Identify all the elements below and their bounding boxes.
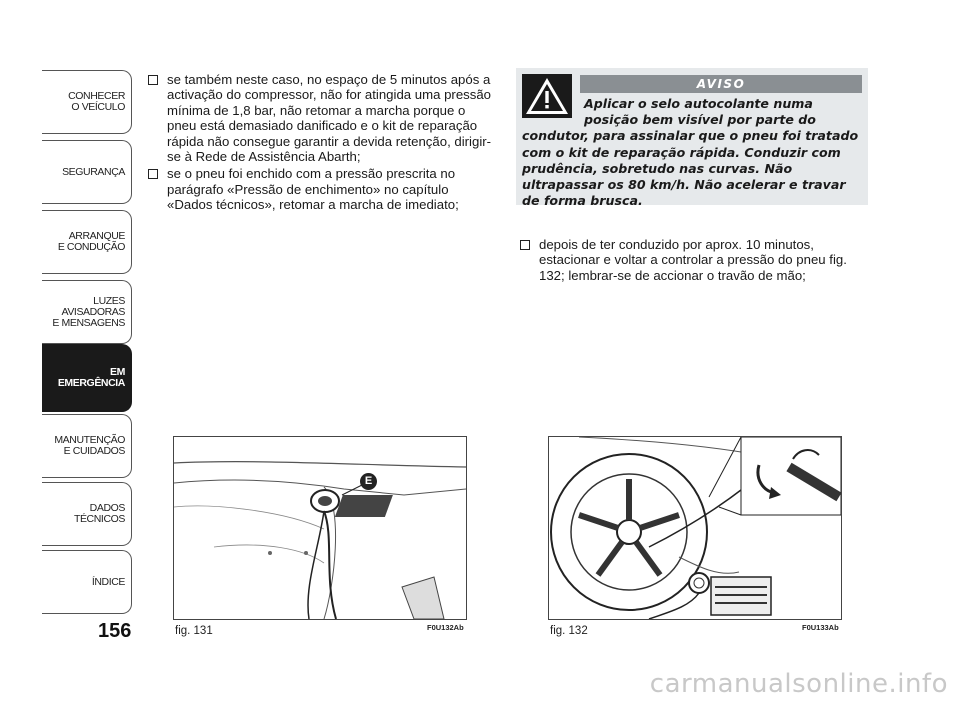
warning-text: Aplicar o selo autocolante numa posição bem visível por parte do condutor, para assinalar que o pneu foi tratado com o kit de reparação rápida. Conduzir com prudência, sobretudo nas curvas. Não ultrapassar os 80 km/h. Não acelerar e travar de forma brusca. bbox=[522, 96, 859, 209]
compressor-socket-illustration bbox=[174, 437, 466, 619]
tab-luzes-avisadoras[interactable] bbox=[42, 280, 132, 344]
tab-label: SEGURANÇA bbox=[62, 165, 125, 178]
tab-seguranca[interactable] bbox=[42, 140, 132, 204]
page-number: 156 bbox=[98, 620, 132, 642]
warning-box bbox=[516, 68, 868, 209]
bullet-item: se o pneu foi enchido com a pressão prescrita no parágrafo «Pressão de enchimento» no capítulo «Dados técnicos», retomar a marcha de imediato; bbox=[146, 166, 496, 212]
tab-label: EM EMERGÊNCIA bbox=[57, 366, 125, 389]
tab-label: ARRANQUE E CONDUÇÃO bbox=[57, 230, 125, 253]
tab-label: ÍNDICE bbox=[91, 575, 125, 588]
callout-e: E bbox=[360, 473, 377, 490]
figure-131-code: F0U132Ab bbox=[427, 623, 464, 632]
tab-label: CONHECER O VEÍCULO bbox=[68, 90, 125, 113]
watermark: carmanualsonline.info bbox=[649, 669, 948, 699]
tab-label: MANUTENÇÃO E CUIDADOS bbox=[54, 434, 125, 457]
tab-label: LUZES AVISADORAS E MENSAGENS bbox=[52, 294, 125, 329]
tab-arranque-e-conducao[interactable] bbox=[42, 210, 132, 274]
figure-132-code: F0U133Ab bbox=[802, 623, 839, 632]
tab-indice[interactable] bbox=[42, 550, 132, 614]
tab-em-emergencia[interactable] bbox=[42, 344, 132, 412]
figure-131-caption: fig. 131 bbox=[175, 625, 213, 637]
bullet-item: se também neste caso, no espaço de 5 minutos após a activação do compressor, não for atingida uma pressão mínima de 1,8 bar, não retomar a marcha porque o pneu está demasiado danificado e o kit de reparação rápida não consegue garantir a devida retenção, dirigir-se à Rede de Assistência Abarth; bbox=[146, 72, 496, 164]
figure-131 bbox=[173, 436, 467, 620]
warning-title: AVISO bbox=[580, 75, 862, 93]
right-column bbox=[518, 237, 868, 285]
bullet-item: depois de ter conduzido por aprox. 10 minutos, estacionar e voltar a controlar a pressão do pneu fig. 132; lembrar-se de accionar o travão de mão; bbox=[518, 237, 868, 283]
tab-label: DADOS TÉCNICOS bbox=[73, 502, 125, 525]
tab-conhecer-o-veiculo[interactable] bbox=[42, 70, 132, 134]
tab-dados-tecnicos[interactable] bbox=[42, 482, 132, 546]
tab-manutencao-e-cuidados[interactable] bbox=[42, 414, 132, 478]
warning-text-block bbox=[522, 96, 862, 209]
figure-132-caption: fig. 132 bbox=[550, 625, 588, 637]
left-column bbox=[146, 72, 496, 215]
figure-132 bbox=[548, 436, 842, 620]
wheel-compressor-illustration bbox=[549, 437, 841, 619]
